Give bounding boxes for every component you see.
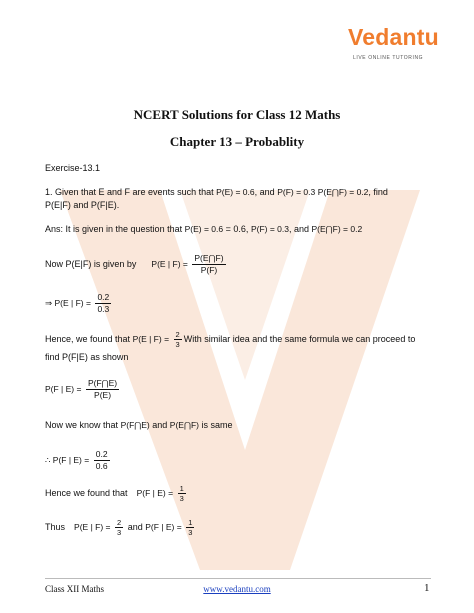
hence2-denominator: 3 <box>179 494 184 503</box>
footer-class-label: Class XII Maths <box>45 584 104 594</box>
ans-eq: = 0.6, <box>225 224 249 234</box>
know-line <box>45 419 233 431</box>
question-1-line-1 <box>45 186 388 198</box>
chapter-title: Chapter 13 – Probablity <box>169 134 305 149</box>
logo-text: Vedantu <box>348 24 439 50</box>
therefore-line <box>45 449 112 472</box>
hence2-text: Hence we found that <box>45 487 128 498</box>
ans-pf: P(F) = 0.3 <box>250 224 289 234</box>
hence2-lhs: P(F | E) = <box>136 487 174 498</box>
thus-denominator-2: 3 <box>188 528 193 537</box>
pfe-formula-line <box>45 378 121 401</box>
now-formula-line <box>45 253 228 276</box>
now-denominator: P(F) <box>200 265 218 275</box>
q1-pe: P(E) = 0.6 <box>216 187 255 197</box>
now-fraction <box>192 253 225 276</box>
thus-and: and <box>127 521 143 532</box>
therefore-fraction <box>94 449 110 472</box>
thus-text: Thus <box>45 521 66 532</box>
hence-fraction <box>174 330 182 349</box>
find-line: find P(F|E) as shown <box>45 352 129 362</box>
pfe-lhs: P(F | E) = <box>45 383 82 394</box>
hence-lhs: P(E | F) = <box>132 333 170 344</box>
thus-numerator-2: 1 <box>188 518 193 527</box>
hence-denominator: 3 <box>175 340 180 349</box>
thus-denominator-1: 3 <box>117 528 122 537</box>
therefore-denominator: 0.6 <box>95 461 108 471</box>
thus-fraction-1 <box>115 518 123 537</box>
know-a: P(F⋂E) <box>120 420 150 430</box>
answer-line <box>45 223 362 235</box>
q1-find: , find <box>368 187 388 197</box>
therefore-numerator: 0.2 <box>95 449 108 459</box>
now-lhs: P(E | F) = <box>151 258 188 269</box>
hence2-line <box>45 484 188 503</box>
page-number: 1 <box>424 582 430 594</box>
q1-sep: , and <box>254 187 275 197</box>
ans-pe: P(E) = 0.6 <box>184 224 224 234</box>
know-rest: is same <box>201 420 233 430</box>
know-text: Now we know that <box>45 420 119 430</box>
answer-text: Ans: It is given in the question that <box>45 224 183 234</box>
hence2-numerator: 1 <box>179 484 184 493</box>
question-1-text: 1. Given that E and F are events such that <box>45 187 214 197</box>
exercise-heading: Exercise-13.1 <box>45 163 101 173</box>
ans-and: , and <box>288 224 309 234</box>
therefore-lhs: ∴ P(F | E) = <box>45 454 90 465</box>
hence-rest: With similar idea and the same formula we can proceed to <box>183 333 416 344</box>
thus-fraction-2 <box>186 518 194 537</box>
page-title: NCERT Solutions for Class 12 Maths <box>133 107 341 122</box>
hence-numerator: 2 <box>175 330 180 339</box>
thus-lhs-2: P(F | E) = <box>145 521 182 532</box>
know-and: and <box>152 420 168 430</box>
pfe-numerator: P(F⋂E) <box>87 378 118 388</box>
implies-lhs: ⇒ P(E | F) = <box>45 297 91 308</box>
logo-tagline: LIVE ONLINE TUTORING <box>353 55 424 61</box>
q1-pf: P(F) = 0.3 <box>277 187 316 197</box>
hence-text: Hence, we found that <box>45 333 131 344</box>
q1-pef: P(E⋂F) = 0.2 <box>317 187 369 197</box>
implies-numerator: 0.2 <box>97 292 110 302</box>
footer-divider <box>45 578 431 579</box>
thus-line <box>45 518 196 537</box>
implies-fraction <box>95 292 111 315</box>
ans-pef: P(E⋂F) = 0.2 <box>311 224 363 234</box>
implies-denominator: 0.3 <box>97 304 110 314</box>
implies-line <box>45 292 113 315</box>
thus-lhs-1: P(E | F) = <box>74 521 111 532</box>
now-text: Now P(E|F) is given by <box>45 258 137 269</box>
hence-line <box>45 330 415 349</box>
hence2-fraction <box>178 484 186 503</box>
now-numerator: P(E⋂F) <box>194 253 224 263</box>
question-1-line-2: P(E|F) and P(F|E). <box>45 200 120 210</box>
footer-website-link[interactable]: www.vedantu.com <box>203 584 271 594</box>
pfe-fraction <box>86 378 119 401</box>
pfe-denominator: P(E) <box>94 390 112 400</box>
know-b: P(E⋂F) <box>169 420 199 430</box>
thus-numerator-1: 2 <box>117 518 122 527</box>
